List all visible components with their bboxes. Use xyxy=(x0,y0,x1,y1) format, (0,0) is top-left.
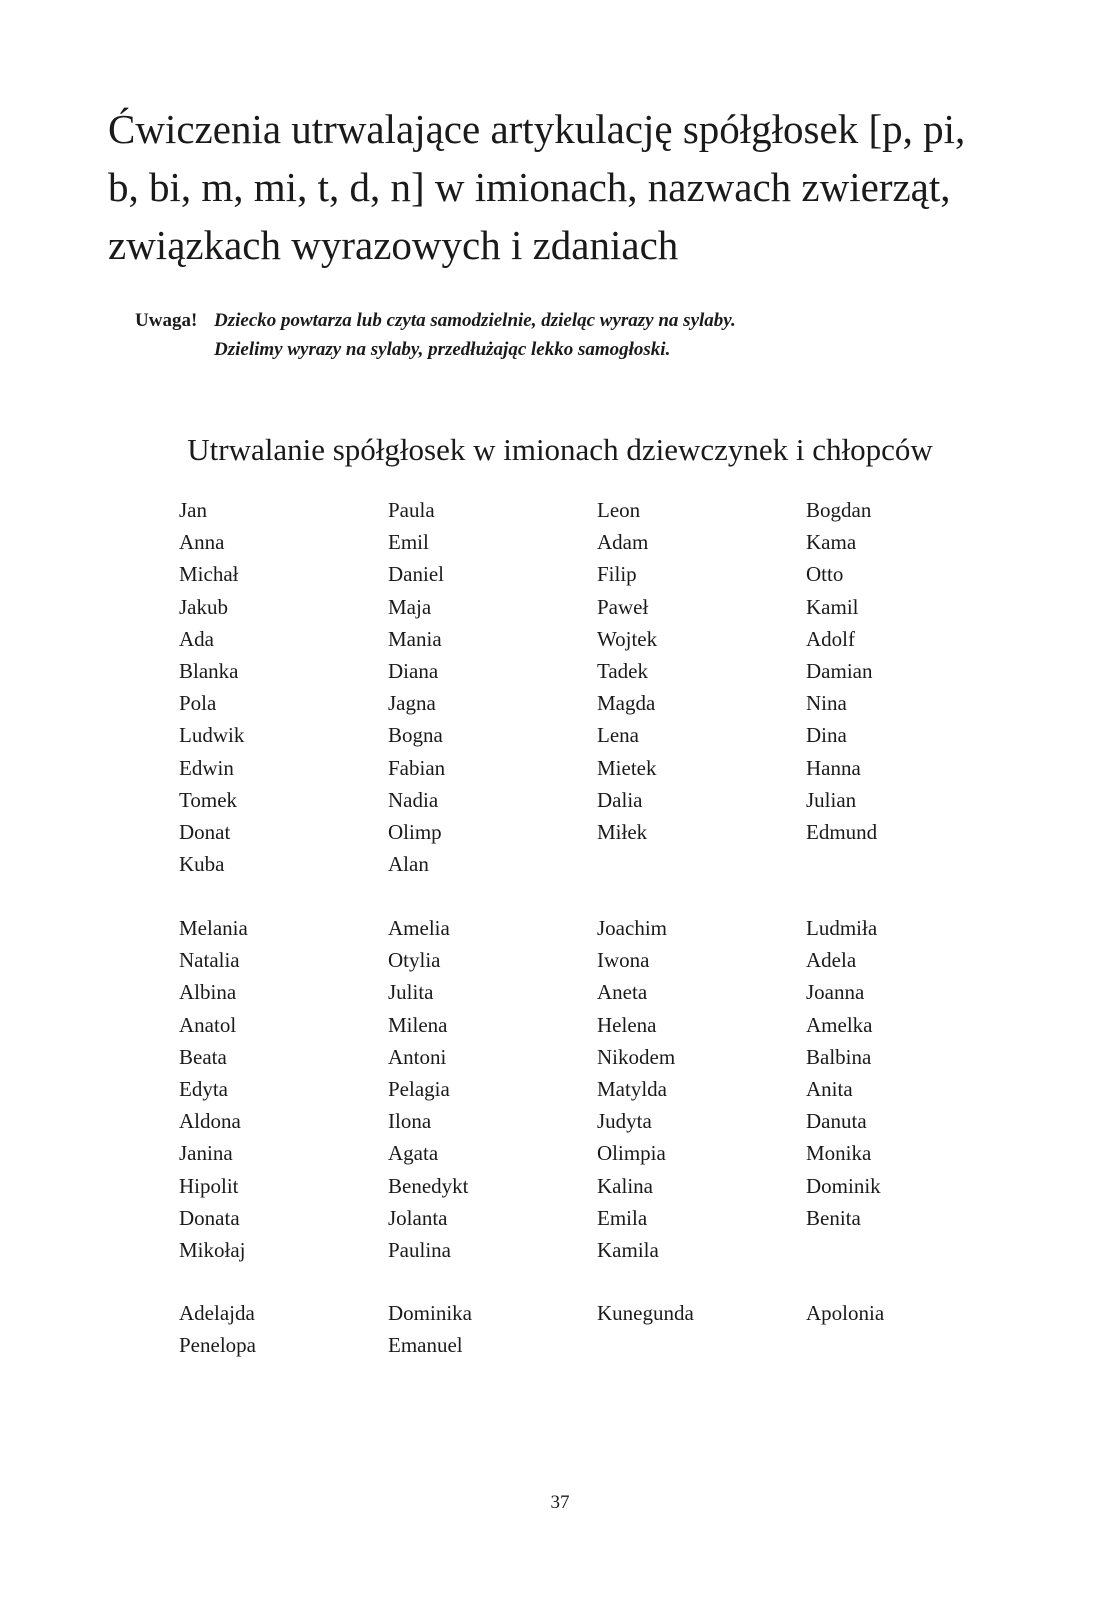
names-column xyxy=(597,912,806,1266)
name-item: Adelajda xyxy=(179,1301,255,1325)
name-item: Aldona xyxy=(179,1109,241,1134)
name-item: Judyta xyxy=(597,1109,652,1134)
name-item: Kamila xyxy=(597,1238,659,1263)
name-item: Otylia xyxy=(388,948,441,973)
names-column xyxy=(179,494,388,880)
title-line: b, bi, m, mi, t, d, n] w imionach, nazwach zwierząt, xyxy=(108,164,951,210)
name-item: Danuta xyxy=(806,1109,867,1134)
note-text xyxy=(214,306,736,364)
name-item: Ada xyxy=(179,626,214,651)
name-item: Mietek xyxy=(597,755,657,780)
name-item: Penelopa xyxy=(179,1333,256,1358)
name-item: Natalia xyxy=(179,948,240,973)
name-item: Kuba xyxy=(179,852,225,877)
name-item: Donat xyxy=(179,820,231,845)
name-item: Blanka xyxy=(179,659,239,684)
names-column xyxy=(388,912,597,1266)
name-item: Paula xyxy=(388,498,435,522)
name-item: Ilona xyxy=(388,1109,432,1134)
name-item: Adolf xyxy=(806,626,855,651)
name-item: Dominik xyxy=(806,1173,881,1198)
name-item: Mania xyxy=(388,626,442,651)
name-item: Paulina xyxy=(388,1238,451,1263)
name-item: Edmund xyxy=(806,820,878,845)
name-item: Dina xyxy=(806,723,847,748)
name-item: Kamil xyxy=(806,594,859,619)
name-item: Amelka xyxy=(806,1012,873,1037)
name-item: Emil xyxy=(388,530,429,555)
name-item: Kunegunda xyxy=(597,1301,694,1325)
name-item: Joachim xyxy=(597,916,667,940)
name-item: Olimp xyxy=(388,820,442,845)
name-item: Michał xyxy=(179,562,239,587)
name-item: Nina xyxy=(806,691,847,716)
name-item: Lena xyxy=(597,723,639,748)
name-item: Maja xyxy=(388,594,432,619)
note-line: Dzielimy wyrazy na sylaby, przedłużając lekko samogłoski. xyxy=(214,339,671,360)
name-item: Tomek xyxy=(179,787,238,812)
name-item: Pola xyxy=(179,691,217,716)
name-item: Agata xyxy=(388,1141,439,1166)
name-item: Filip xyxy=(597,562,637,587)
names-column xyxy=(806,1297,1015,1329)
name-item: Paweł xyxy=(597,594,649,619)
name-item: Olimpia xyxy=(597,1141,666,1166)
name-item: Fabian xyxy=(388,755,446,780)
name-item: Anatol xyxy=(179,1012,237,1037)
name-item: Balbina xyxy=(806,1044,872,1069)
name-item: Anita xyxy=(806,1077,853,1102)
name-item: Hanna xyxy=(806,755,861,780)
name-item: Daniel xyxy=(388,562,444,587)
name-item: Julita xyxy=(388,980,434,1005)
name-item: Benedykt xyxy=(388,1173,469,1198)
name-item: Adela xyxy=(806,948,857,973)
names-column xyxy=(597,1297,806,1329)
name-item: Janina xyxy=(179,1141,233,1166)
name-item: Donata xyxy=(179,1205,240,1230)
name-item: Albina xyxy=(179,980,237,1005)
name-item: Melania xyxy=(179,916,248,940)
names-column xyxy=(179,1297,388,1361)
names-column xyxy=(388,1297,597,1361)
title-line: związkach wyrazowych i zdaniach xyxy=(108,222,679,268)
page-number: 37 xyxy=(550,1492,570,1513)
name-item: Iwona xyxy=(597,948,650,973)
name-item: Julian xyxy=(806,787,857,812)
name-item: Nikodem xyxy=(597,1044,676,1069)
name-item: Edyta xyxy=(179,1077,228,1102)
name-item: Nadia xyxy=(388,787,439,812)
page-title xyxy=(108,100,1008,274)
name-item: Kalina xyxy=(597,1173,653,1198)
name-item: Jakub xyxy=(179,594,228,619)
name-item: Tadek xyxy=(597,659,649,684)
title-line: Ćwiczenia utrwalające artykulację spółgłosek [p, pi, xyxy=(108,106,966,152)
name-item: Magda xyxy=(597,691,656,716)
name-item: Leon xyxy=(597,498,641,522)
name-item: Antoni xyxy=(388,1044,447,1069)
name-item: Matylda xyxy=(597,1077,667,1102)
name-item: Joanna xyxy=(806,980,865,1005)
name-item: Hipolit xyxy=(179,1173,239,1198)
name-item: Amelia xyxy=(388,916,450,940)
name-item: Beata xyxy=(179,1044,227,1069)
name-item: Ludmiła xyxy=(806,916,878,940)
name-item: Jolanta xyxy=(388,1205,448,1230)
name-item: Pelagia xyxy=(388,1077,450,1102)
name-item: Bogdan xyxy=(806,498,872,522)
name-item: Aneta xyxy=(597,980,648,1005)
note-line: Dziecko powtarza lub czyta samodzielnie, dzieląc wyrazy na sylaby. xyxy=(214,310,736,331)
name-item: Bogna xyxy=(388,723,443,748)
name-item: Emila xyxy=(597,1205,648,1230)
name-item: Dominika xyxy=(388,1301,472,1325)
names-column xyxy=(597,494,806,848)
names-column xyxy=(806,912,1015,1234)
name-item: Apolonia xyxy=(806,1301,885,1325)
name-item: Wojtek xyxy=(597,626,658,651)
names-column xyxy=(388,494,597,880)
name-item: Helena xyxy=(597,1012,657,1037)
name-item: Anna xyxy=(179,530,225,555)
name-item: Monika xyxy=(806,1141,872,1166)
note-label: Uwaga! xyxy=(135,310,198,331)
names-column xyxy=(179,912,388,1266)
name-item: Edwin xyxy=(179,755,234,780)
name-item: Dalia xyxy=(597,787,643,812)
name-item: Adam xyxy=(597,530,649,555)
section-title: Utrwalanie spółgłosek w imionach dziewczynek i chłopców xyxy=(187,432,933,467)
name-item: Benita xyxy=(806,1205,861,1230)
name-item: Milena xyxy=(388,1012,448,1037)
name-item: Emanuel xyxy=(388,1333,463,1358)
name-item: Mikołaj xyxy=(179,1238,246,1263)
name-item: Kama xyxy=(806,530,857,555)
name-item: Alan xyxy=(388,852,429,877)
names-column xyxy=(806,494,1015,848)
name-item: Diana xyxy=(388,659,439,684)
name-item: Jan xyxy=(179,498,207,522)
name-item: Damian xyxy=(806,659,873,684)
name-item: Miłek xyxy=(597,820,648,845)
name-item: Otto xyxy=(806,562,844,587)
name-item: Jagna xyxy=(388,691,436,716)
name-item: Ludwik xyxy=(179,723,245,748)
